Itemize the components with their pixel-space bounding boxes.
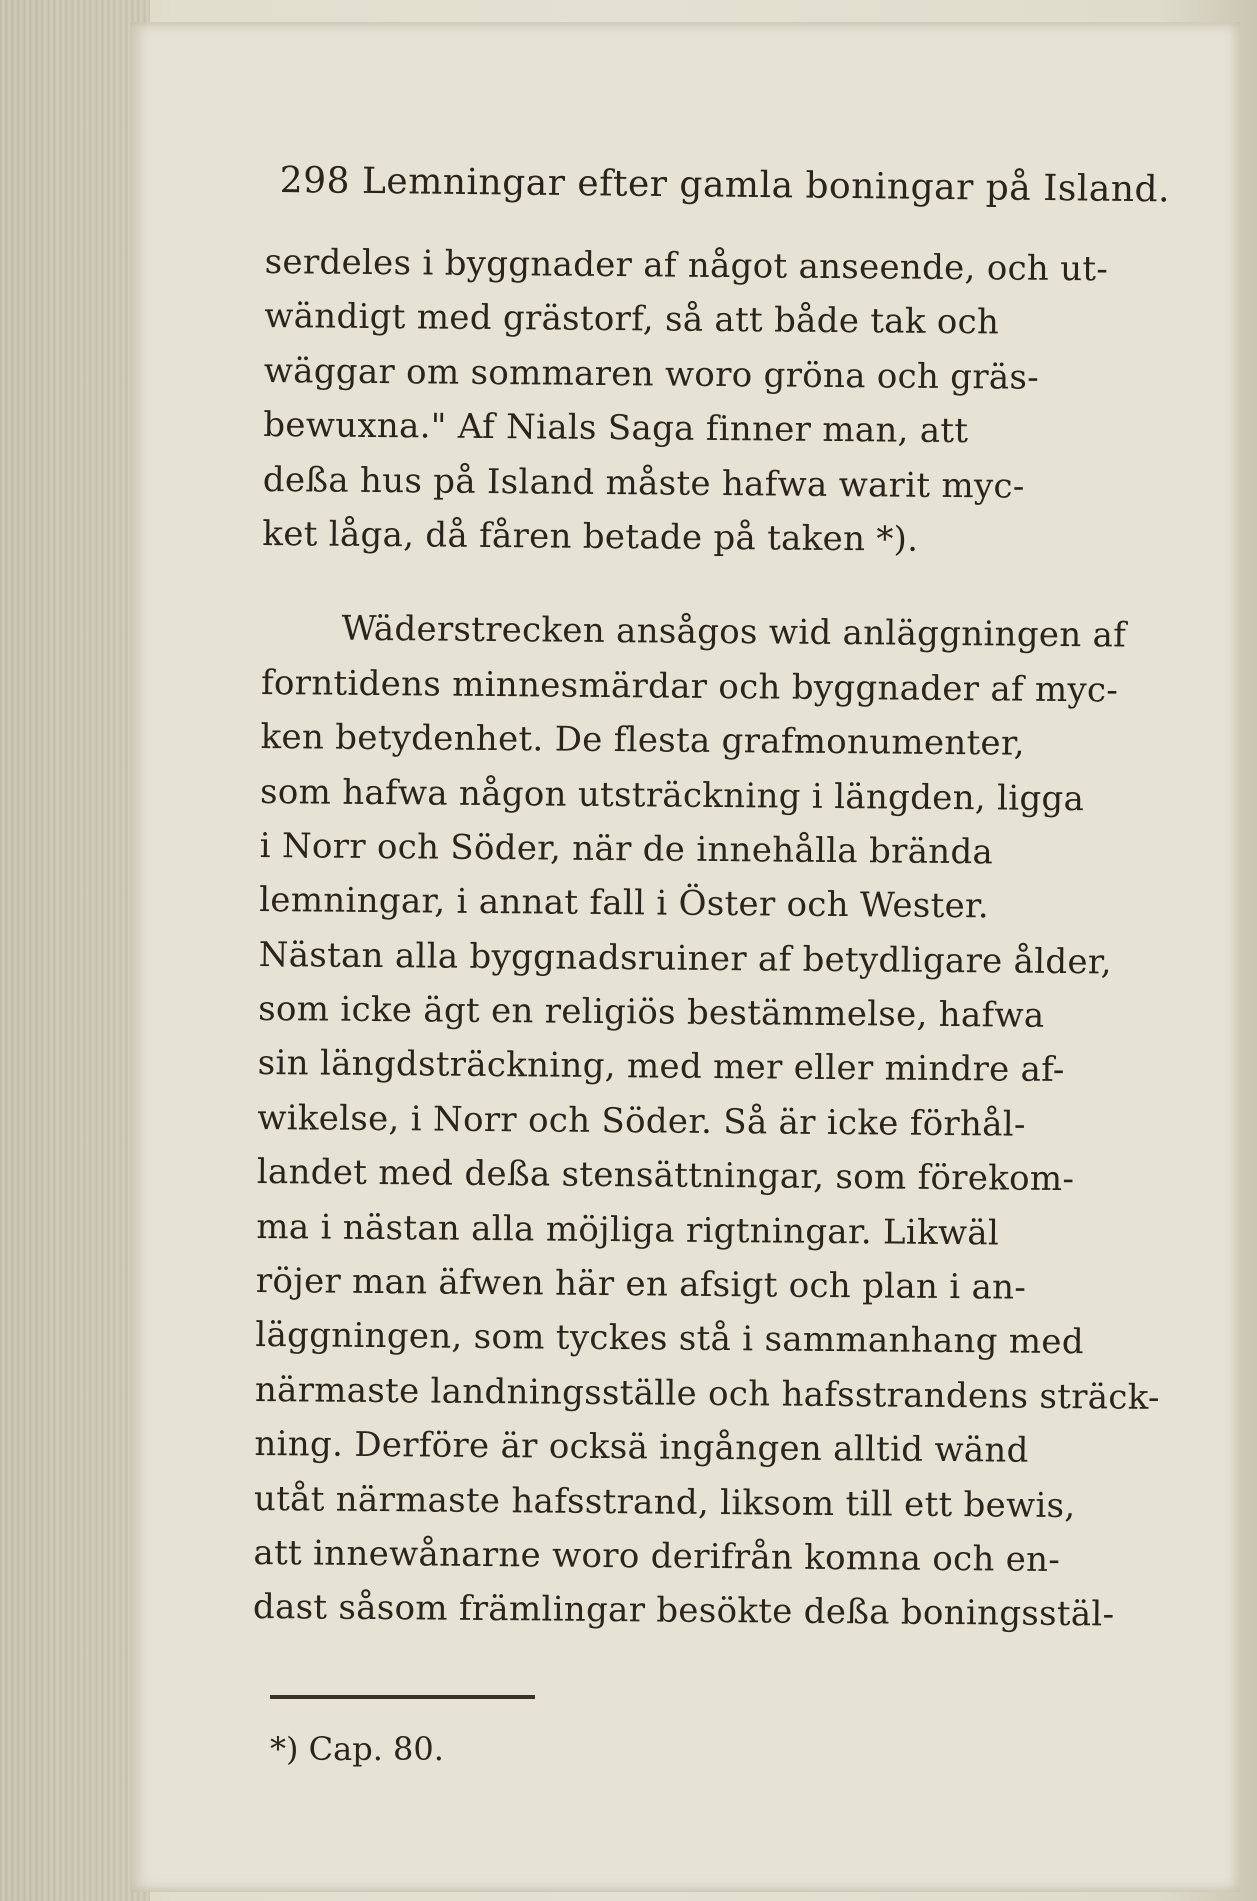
text-line: lemningar, i annat fall i Öster och Wester. (259, 880, 990, 927)
text-line: wäggar om sommaren woro gröna och gräs- (263, 350, 1040, 398)
running-title: Lemningar efter gamla boningar på Island. (361, 160, 1171, 211)
text-line: wändigt med grästorf, så att både tak och (264, 296, 1000, 343)
text-line: deßa hus på Island måste hafwa warit myc- (262, 459, 1025, 507)
text-line: Wäderstrecken ansågos wid anläggningen af (341, 609, 1127, 656)
text-line: Nästan alla byggnadsruiner af betydligare ålder, (258, 934, 1112, 983)
text-line: utåt närmaste hafsstrand, liksom till ett bewis, (253, 1478, 1076, 1526)
text-line: ma i nästan alla möjliga rigtningar. Likwäl (256, 1206, 1000, 1254)
text-line: att innewånarne woro derifrån komna och en- (253, 1532, 1061, 1580)
footnote-rule (270, 1695, 535, 1699)
text-line: wikelse, i Norr och Söder. Så är icke förhål- (257, 1097, 1026, 1145)
paragraph-2 (252, 601, 1160, 1642)
text-line: närmaste landningsställe och hafsstrandens sträck- (254, 1369, 1160, 1418)
text-line: dast såsom främlingar besökte deßa boningsstäl- (252, 1587, 1115, 1635)
text-line: sin längdsträckning, med mer eller mindre af- (257, 1043, 1065, 1091)
text-line: i Norr och Söder, när de innehålla brända (259, 825, 994, 873)
text-line: ning. Derföre är ocksä ingången alltid wänd (254, 1424, 1029, 1471)
text-line: röjer man äfwen här en afsigt och plan i an- (255, 1260, 1027, 1308)
page-number: 298 (279, 160, 351, 202)
text-line: bewuxna." Af Nials Saga finner man, att (263, 405, 969, 452)
text-line: läggningen, som tyckes stå i sammanhang med (255, 1315, 1085, 1363)
footnote-text: Cap. 80. (308, 1730, 444, 1768)
paragraph-1 (262, 235, 1145, 569)
footnote (270, 1730, 444, 1768)
text-line: serdeles i byggnader af något anseende, och ut- (264, 241, 1109, 290)
text-line: landet med deßa stensättningar, som förekom- (256, 1152, 1075, 1200)
footnote-marker: *) (270, 1730, 299, 1768)
text-line: ket låga, då fåren betade på taken *). (262, 513, 919, 560)
text-line: som icke ägt en religiös bestämmelse, hafwa (258, 989, 1045, 1036)
text-line: ken betydenhet. De flesta grafmonumenter, (260, 717, 1026, 764)
page-edges (0, 0, 150, 1901)
text-line: som hafwa någon utsträckning i längden, ligga (259, 771, 1085, 819)
text-line: forntidens minnesmärdar och byggnader af myc- (260, 662, 1119, 711)
body-text (252, 235, 1160, 1642)
